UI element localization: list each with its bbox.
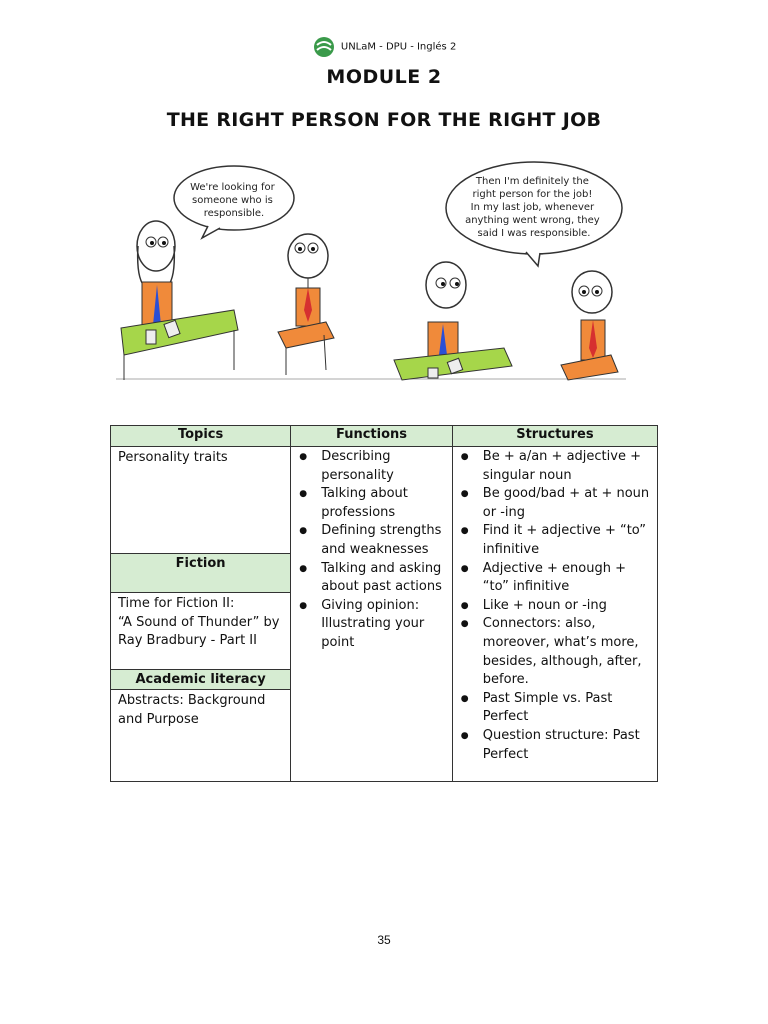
list-item: ● Question structure: Past Perfect — [461, 727, 653, 764]
fiction-header: Fiction — [111, 553, 290, 593]
candidate-left — [278, 234, 334, 375]
page-header — [0, 36, 768, 58]
list-item: ● Find it + adjective + “to” infinitive — [461, 522, 653, 559]
topics-cell — [111, 447, 291, 782]
list-item: ● Connectors: also, moreover, what’s more, besides, although, after, before. — [461, 615, 653, 689]
functions-header: Functions — [291, 426, 453, 447]
speech-bubble-right — [446, 162, 622, 266]
syllabus-table — [110, 425, 658, 782]
unlam-logo-icon — [312, 36, 336, 58]
interviewer-right — [394, 262, 512, 380]
structures-header: Structures — [452, 426, 657, 447]
main-title: THE RIGHT PERSON FOR THE RIGHT JOB — [166, 109, 602, 131]
header-text: UNLaM - DPU - Inglés 2 — [340, 41, 457, 53]
svg-text:We're looking for someon: We're looking for someone who is responsible. — [190, 182, 275, 219]
module-title: MODULE 2 — [326, 66, 442, 88]
list-item: ● Talking and asking about past actions — [299, 560, 448, 597]
functions-list — [291, 447, 452, 653]
cartoon-illustration — [116, 150, 628, 385]
candidate-right — [561, 271, 618, 380]
academic-literacy-header: Academic literacy — [111, 669, 290, 690]
list-item: ● Like + noun or -ing — [461, 597, 653, 616]
list-item: ● Giving opinion: Illustrating your point — [299, 597, 448, 653]
interviewer-left — [121, 221, 238, 380]
topic-personality-traits: Personality traits — [118, 450, 228, 465]
list-item: ● Be good/bad + at + noun or -ing — [461, 485, 653, 522]
topics-header: Topics — [111, 426, 291, 447]
list-item: ● Defining strengths and weaknesses — [299, 522, 448, 559]
structures-cell — [452, 447, 657, 782]
functions-cell — [291, 447, 453, 782]
svg-text:Then I'm definitely the: Then I'm definitely the right person for the job! In my last job, whenever anything went wrong, they said I was responsible. — [465, 176, 600, 239]
list-item: ● Past Simple vs. Past Perfect — [461, 690, 653, 727]
speech-bubble-left — [174, 166, 294, 238]
list-item: ● Adjective + enough + “to” infinitive — [461, 560, 653, 597]
list-item: ● Be + a/an + adjective + singular noun — [461, 448, 653, 485]
academic-literacy-content: Abstracts: Background and Purpose — [118, 693, 266, 727]
page-number: 35 — [377, 933, 391, 947]
list-item: ● Talking about professions — [299, 485, 448, 522]
structures-list — [453, 447, 657, 764]
fiction-content: Time for Fiction II: “A Sound of Thunder” by Ray Bradbury - Part II — [118, 596, 280, 649]
list-item: ● Describing personality — [299, 448, 448, 485]
